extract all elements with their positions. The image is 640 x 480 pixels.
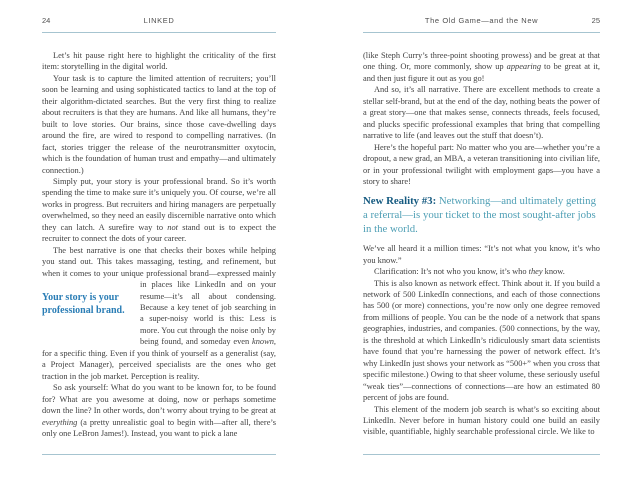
header-rule-left [42,32,276,33]
running-head-right: The Old Game—and the New [424,16,539,25]
page-left [42,0,276,480]
body-paragraph: Simply put, your story is your professional brand. So it’s worth spending the time to make sure it’s uniquely you. Of course, we’re all works in progress. But recruiters and hiring managers are perpetually overwhelmed, so they need an easily discernible narrative onto which they can latch. A surefire way to not stand out is to expect the recruiter to connect the dots of your career. [42,176,276,244]
pull-quote: Your story is your professional brand. [42,292,125,316]
page-header-left [42,16,276,25]
body-paragraph: (like Steph Curry’s three-point shooting prowess) and be great at that one thing. Or, more commonly, show up appearing to be great at it, and then just figure it out as you go! [363,51,600,83]
header-rule-right [363,32,600,33]
body-paragraph: Here’s the hopeful part: No matter who you are—whether you’re a dropout, a new grad, an MBA, a veteran transitioning into civilian life, or in your professional twilight with employment gaps—you have a story to share! [363,142,600,186]
body-paragraph: The best narrative is one that checks their boxes while helping you stand out. This takes massaging, testing, and refinement, but when it comes to your unique professional brand—expressed Your story is your professional brand. mainly in places like LinkedIn and on your resume—it’s all about condensing. Because a key tenet of job searching in a super-noisy world is this: Less is more. You cut through the noise only by being found, and someday even known, for a specific thing. Even if you think of yourself as a generalist (say, a Project Manager), perceived specialists are the ones who get traction in the job market. Perception is reality. [42,245,276,381]
footer-rule-left [42,454,276,455]
page-body-right [363,50,600,452]
body-paragraph: Clarification: It’s not who you know, it’s who they know. [374,267,565,277]
running-head-left: LINKED [143,16,175,25]
body-paragraph: So ask yourself: What do you want to be known for, to be found for? What are you awesome at doing, now or perhaps sometime down the line? In other words, don’t worry about trying to be great at everything (a pretty unrealistic goal to begin with—after all, there’s only one LeBron James!). Instead, you want to pick a lane [42,383,276,438]
body-paragraph: Your task is to capture the limited attention of recruiters; you’ll soon be learning and using sophisticated tactics to land at the top of their algorithm-dictated searches. But the very first thing to realize about recruiters is that they are humans. And like all humans, they’re built to love stories. Our brains, since those cave-dwelling days around the fire, are wired to respond to compelling narratives. (In fact, stories trigger the release of the neurotransmitter oxytocin, which is the foundation of human trust and empathy—and ultimately connection.) [42,73,276,175]
page-body-left [42,50,276,452]
body-paragraph: And so, it’s all narrative. There are excellent methods to create a stellar self-brand, but at the end of the day, nothing beats the power of a great story—one that makes sense, connects threads, feels focused, and plucks specific professional examples that bring that compelling narrative to life (and leaves out the stuff that doesn’t). [363,85,600,141]
footer-rule-right [363,454,600,455]
body-paragraph: This is also known as network effect. Think about it. If you build a network of 500 LinkedIn connections, and each of those connections has 500 (or more) connections, you’re now only one degree removed from millions of people. You can be the node of a network that spans geographies, industries, and companies. (500 connections, by the way, is the threshold at which LinkedIn’s ridiculously smart data scientists have found that you’re harnessing the power of network effect. It’s why LinkedIn just shows your network as “500+” when you cross that specific milestone.) Owing to that sheer volume, these seriously useful “weak ties”—connections of connections—are how an estimated 80 percent of jobs are found. [363,278,600,403]
page-header-right [363,16,600,25]
page-right [363,0,600,480]
section-heading: New Reality #3: Networking—and ultimately getting a referral—is your ticket to the most sought-after jobs in the world. [363,195,596,235]
page-number-left: 24 [42,16,51,25]
page-number-right: 25 [591,16,601,25]
body-paragraph: Let’s hit pause right here to highlight the criticality of the first item: storytelling in the digital world. [42,51,276,72]
body-paragraph: We’ve all heard it a million times: “It’s not what you know, it’s who you know.” [363,244,600,265]
body-paragraph: This element of the modern job search is what’s so exciting about LinkedIn. Never before in human history could one build an easily visible, quantifiable, highly searchable professional circle. We like to [363,404,600,437]
